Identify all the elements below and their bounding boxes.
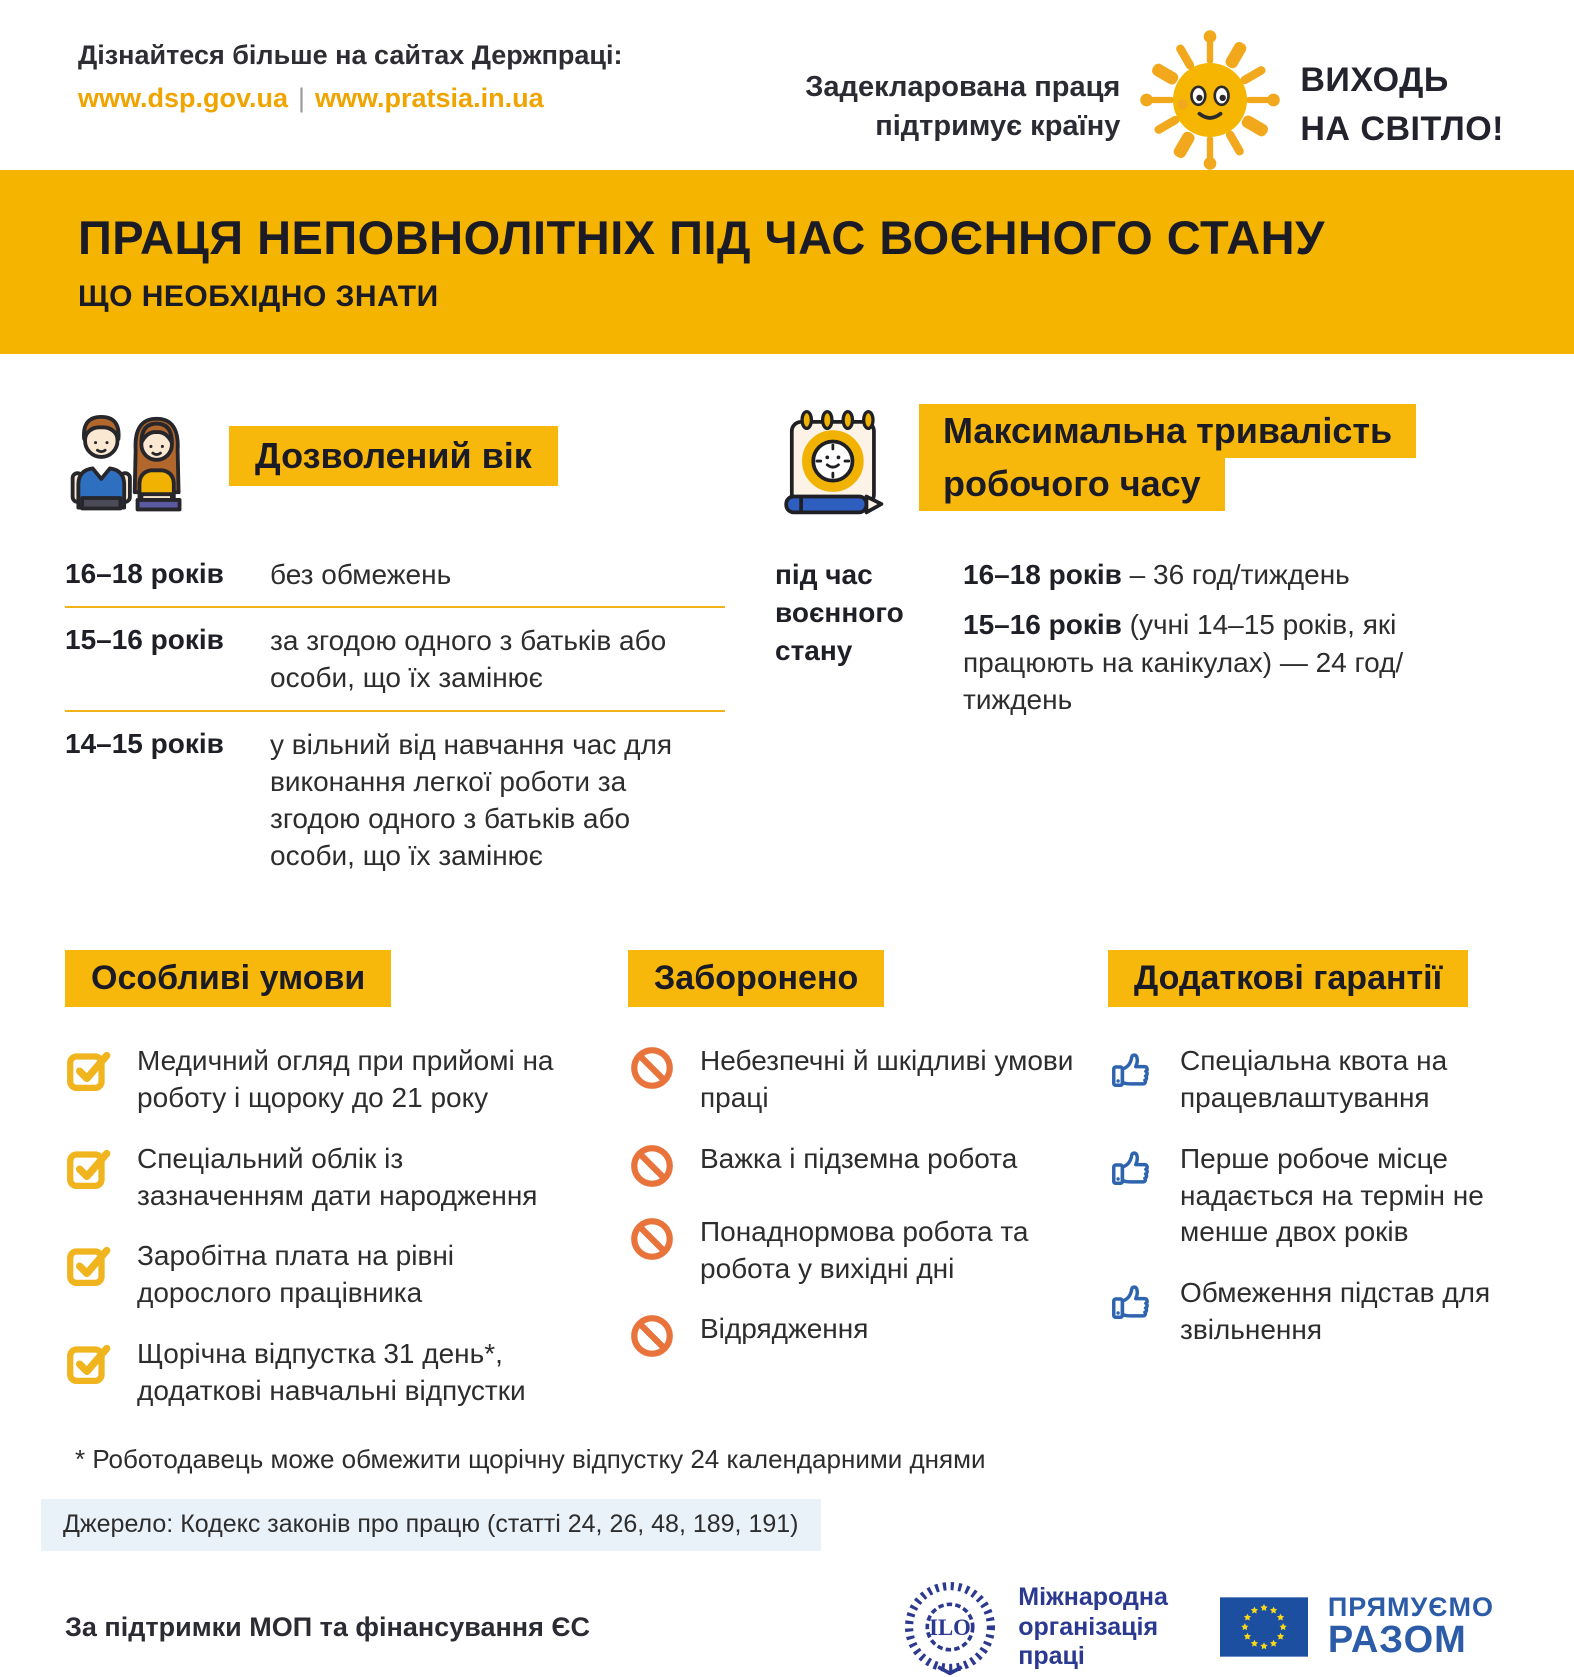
header-info-text: Дізнайтеся більше на сайтах Держпраці: bbox=[78, 40, 623, 70]
eu-logo bbox=[1220, 1593, 1494, 1661]
age-row: 16–18 років без обмежень bbox=[65, 542, 725, 608]
hours-entry: 15–16 років (учні 14–15 років, які працюють на канікулах) — 24 год/тиждень bbox=[963, 608, 1404, 716]
ban-icon bbox=[628, 1215, 676, 1263]
section-allowed-age bbox=[65, 400, 725, 888]
age-row: 15–16 років за згодою одного з батьків або особи, що їх замінює bbox=[65, 608, 725, 711]
max-hours-heading: Максимальна тривалість робочого часу bbox=[919, 400, 1416, 511]
page-title: ПРАЦЯ НЕПОВНОЛІТНІХ ПІД ЧАС ВОЄННОГО СТАНУ bbox=[78, 211, 1325, 264]
page-subtitle: ЩО НЕОБХІДНО ЗНАТИ bbox=[78, 280, 439, 313]
support-text: За підтримки МОП та фінансування ЄС bbox=[65, 1611, 591, 1642]
thumbs-up-icon bbox=[1108, 1276, 1156, 1324]
max-hours-header bbox=[775, 400, 1509, 524]
allowed-age-table bbox=[65, 542, 725, 888]
checkbox-icon bbox=[65, 1239, 113, 1287]
list-item: Медичний огляд при прийомі на роботу і щороку до 21 року bbox=[65, 1043, 570, 1117]
svg-text:ILO: ILO bbox=[929, 1615, 972, 1641]
martial-law-condition: під час воєнного стану bbox=[775, 559, 904, 666]
section-guarantees bbox=[1108, 950, 1509, 1374]
list-item: Відрядження bbox=[628, 1311, 1076, 1360]
calendar-clock-icon bbox=[775, 400, 887, 524]
eu-flag-icon bbox=[1220, 1597, 1308, 1657]
title-banner bbox=[0, 170, 1574, 354]
checkbox-icon bbox=[65, 1337, 113, 1385]
section-special-conditions bbox=[65, 950, 570, 1435]
special-conditions-heading: Особливі умови bbox=[65, 950, 391, 1007]
guarantees-heading: Додаткові гарантії bbox=[1108, 950, 1468, 1007]
header bbox=[0, 0, 1574, 170]
list-item: Заробітна плата на рівні дорослого працівника bbox=[65, 1238, 570, 1312]
allowed-age-heading: Дозволений вік bbox=[229, 426, 558, 486]
ilo-label: Міжнародна організація праці bbox=[1018, 1583, 1168, 1671]
sun-mascot-icon bbox=[1136, 26, 1284, 174]
special-conditions-list bbox=[65, 1043, 570, 1411]
children-icon bbox=[65, 400, 191, 512]
age-row: 14–15 років у вільний від навчання час для виконання легкої роботи за згодою одного з батьків або особи, що їх замінює bbox=[65, 727, 672, 872]
link-pratsia[interactable]: www.pratsia.in.ua bbox=[315, 83, 544, 113]
list-item: Спеціальна квота на працевлаштування bbox=[1108, 1043, 1509, 1117]
prohibited-heading: Заборонено bbox=[628, 950, 884, 1007]
footer bbox=[0, 1551, 1574, 1677]
guarantees-list bbox=[1108, 1043, 1509, 1350]
header-brand bbox=[805, 26, 1504, 174]
ban-icon bbox=[628, 1312, 676, 1360]
eu-label: ПРЯМУЄМО РАЗОМ bbox=[1327, 1592, 1494, 1662]
declared-work-text: Задекларована праця підтримує країну bbox=[805, 70, 1121, 142]
top-sections bbox=[65, 400, 1509, 888]
list-item: Небезпечні й шкідливі умови праці bbox=[628, 1043, 1076, 1117]
list-item: Обмеження підстав для звільнення bbox=[1108, 1275, 1509, 1349]
allowed-age-header bbox=[65, 400, 725, 512]
max-hours-body bbox=[775, 556, 1509, 719]
ilo-logo bbox=[900, 1577, 1168, 1677]
ban-icon bbox=[628, 1044, 676, 1092]
list-item: Понаднормова робота та робота у вихідні дні bbox=[628, 1214, 1076, 1288]
slogan-text: ВИХОДЬ НА СВІТЛО! bbox=[1300, 60, 1504, 148]
list-item: Щорічна відпустка 31 день*, додаткові навчальні відпустки bbox=[65, 1336, 570, 1410]
ilo-emblem-icon bbox=[900, 1577, 1000, 1677]
footnote: * Роботодавець може обмежити щорічну відпустку 24 календарними днями bbox=[75, 1444, 986, 1475]
section-prohibited bbox=[628, 950, 1076, 1385]
thumbs-up-icon bbox=[1108, 1142, 1156, 1190]
header-info bbox=[78, 26, 623, 114]
hours-entry: 16–18 років – 36 год/тиждень bbox=[963, 559, 1350, 590]
thumbs-up-icon bbox=[1108, 1044, 1156, 1092]
hours-details bbox=[963, 556, 1413, 719]
section-max-hours bbox=[775, 400, 1509, 888]
source-note: Джерело: Кодекс законів про працю (статті 24, 26, 48, 189, 191) bbox=[41, 1499, 821, 1551]
prohibited-list bbox=[628, 1043, 1076, 1361]
checkbox-icon bbox=[65, 1044, 113, 1092]
footer-logos bbox=[900, 1577, 1494, 1677]
ban-icon bbox=[628, 1142, 676, 1190]
list-item: Важка і підземна робота bbox=[628, 1141, 1076, 1190]
main-content bbox=[0, 400, 1574, 1551]
list-item: Перше робоче місце надається на термін не менше двох років bbox=[1108, 1141, 1509, 1252]
list-item: Спеціальний облік із зазначенням дати народження bbox=[65, 1141, 570, 1215]
header-links bbox=[78, 83, 623, 114]
link-dsp[interactable]: www.dsp.gov.ua bbox=[78, 83, 289, 113]
links-separator: | bbox=[298, 83, 306, 113]
bottom-sections bbox=[65, 950, 1509, 1435]
checkbox-icon bbox=[65, 1142, 113, 1190]
